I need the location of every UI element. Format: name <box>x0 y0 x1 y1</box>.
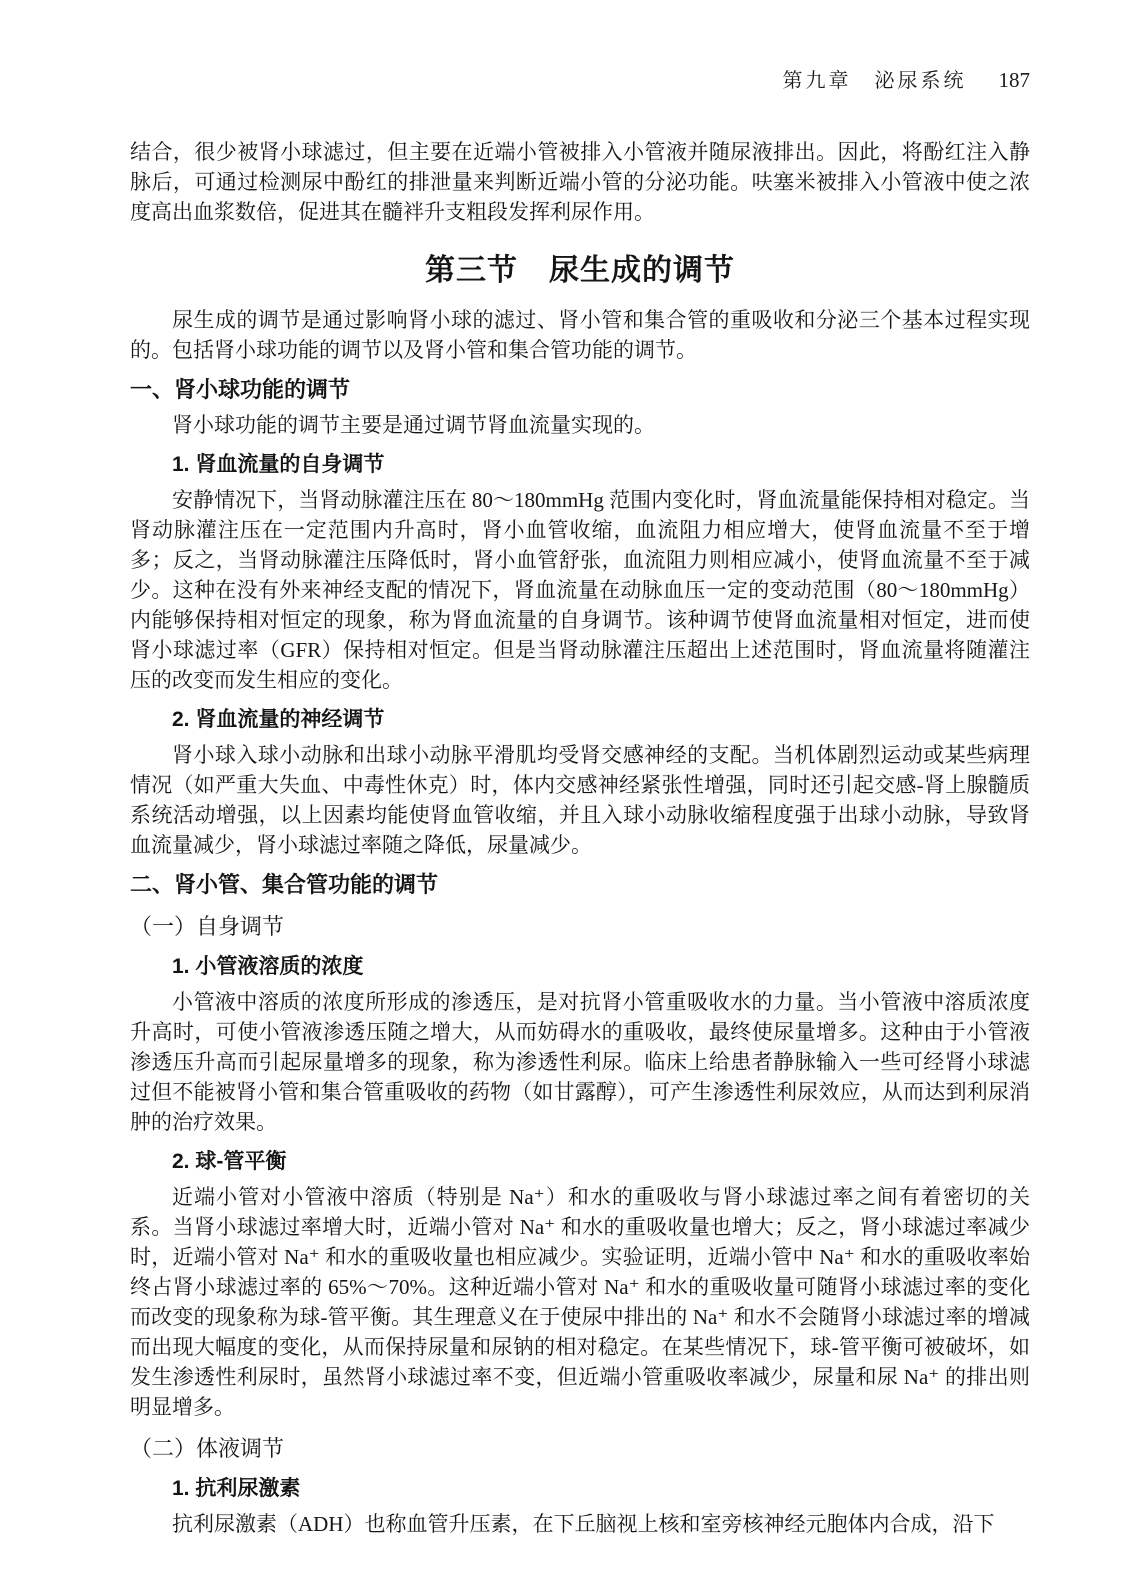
paragraph: 结合，很少被肾小球滤过，但主要在近端小管被排入小管液并随尿液排出。因此，将酚红注入静脉后，可通过检测尿中酚红的排泄量来判断近端小管的分泌功能。呋塞米被排入小管液中使之浓度高出血浆数倍，促进其在髓袢升支粗段发挥利尿作用。 <box>130 140 1030 224</box>
sub-heading: （二）体液调节 <box>130 1436 285 1461</box>
numbered-heading: 1. 小管液溶质的浓度 <box>172 955 364 978</box>
paragraph: 近端小管对小管液中溶质（特别是 Na⁺）和水的重吸收与肾小球滤过率之间有着密切的关系。当肾小球滤过率增大时，近端小管对 Na⁺ 和水的重吸收量也增大；反之，肾小球滤过率减少时，近端小管对 Na⁺ 和水的重吸收量也相应减少。实验证明，近端小管中 Na⁺ 和水的重吸收率始终占肾小球滤过率的 65%～70%。这种近端小管对 Na⁺ 和水的重吸收量可随肾小球滤过率的变化而改变的现象称为球-管平衡。其生理意义在于使尿中排出的 Na⁺ 和水不会随肾小球滤过率的增减而出现大幅度的变化，从而保持尿量和尿钠的相对稳定。在某些情况下，球-管平衡可被破坏，如发生渗透性利尿时，虽然肾小球滤过率不变，但近端小管重吸收率减少，尿量和尿 Na⁺ 的排出则明显增多。 <box>130 1185 1030 1419</box>
paragraph: 安静情况下，当肾动脉灌注压在 80～180mmHg 范围内变化时，肾血流量能保持相对稳定。当肾动脉灌注压在一定范围内升高时，肾小血管收缩，血流阻力相应增大，使肾血流量不至于增多；反之，当肾动脉灌注压降低时，肾小血管舒张，血流阻力则相应减小，使肾血流量不至于减少。这种在没有外来神经支配的情况下，肾血流量在动脉血压一定的变动范围（80～180mmHg）内能够保持相对恒定的现象，称为肾血流量的自身调节。该种调节使肾血流量相对恒定，进而使肾小球滤过率（GFR）保持相对恒定。但是当肾动脉灌注压超出上述范围时，肾血流量将随灌注压的改变而发生相应的变化。 <box>130 488 1030 692</box>
page-number: 187 <box>998 68 1030 92</box>
major-heading: 二、肾小管、集合管功能的调节 <box>130 872 439 897</box>
page-header <box>130 64 1030 93</box>
sub-heading: （一）自身调节 <box>130 914 285 939</box>
major-heading: 一、肾小球功能的调节 <box>130 377 351 402</box>
paragraph: 肾小球入球小动脉和出球小动脉平滑肌均受肾交感神经的支配。当机体剧烈运动或某些病理情况（如严重大失血、中毒性休克）时，体内交感神经紧张性增强，同时还引起交感-肾上腺髓质系统活动增强，以上因素均能使肾血管收缩，并且入球小动脉收缩程度强于出球小动脉，导致肾血流量减少，肾小球滤过率随之降低，尿量减少。 <box>130 743 1030 857</box>
page-content <box>130 137 1030 1539</box>
numbered-heading: 1. 肾血流量的自身调节 <box>172 453 385 476</box>
section-title: 第三节 尿生成的调节 <box>425 254 735 287</box>
paragraph: 肾小球功能的调节主要是通过调节肾血流量实现的。 <box>172 413 655 437</box>
numbered-heading: 1. 抗利尿激素 <box>172 1477 301 1500</box>
numbered-heading: 2. 球-管平衡 <box>172 1150 287 1173</box>
chapter-title: 第九章 泌尿系统 <box>782 70 967 92</box>
paragraph: 小管液中溶质的浓度所形成的渗透压，是对抗肾小管重吸收水的力量。当小管液中溶质浓度升高时，可使小管液渗透压随之增大，从而妨碍水的重吸收，最终使尿量增多。这种由于小管液渗透压升高而引起尿量增多的现象，称为渗透性利尿。临床上给患者静脉输入一些可经肾小球滤过但不能被肾小管和集合管重吸收的药物（如甘露醇），可产生渗透性利尿效应，从而达到利尿消肿的治疗效果。 <box>130 990 1030 1134</box>
numbered-heading: 2. 肾血流量的神经调节 <box>172 708 385 731</box>
paragraph: 尿生成的调节是通过影响肾小球的滤过、肾小管和集合管的重吸收和分泌三个基本过程实现的。包括肾小球功能的调节以及肾小管和集合管功能的调节。 <box>130 308 1030 362</box>
paragraph: 抗利尿激素（ADH）也称血管升压素，在下丘脑视上核和室旁核神经元胞体内合成，沿下 <box>172 1512 995 1536</box>
